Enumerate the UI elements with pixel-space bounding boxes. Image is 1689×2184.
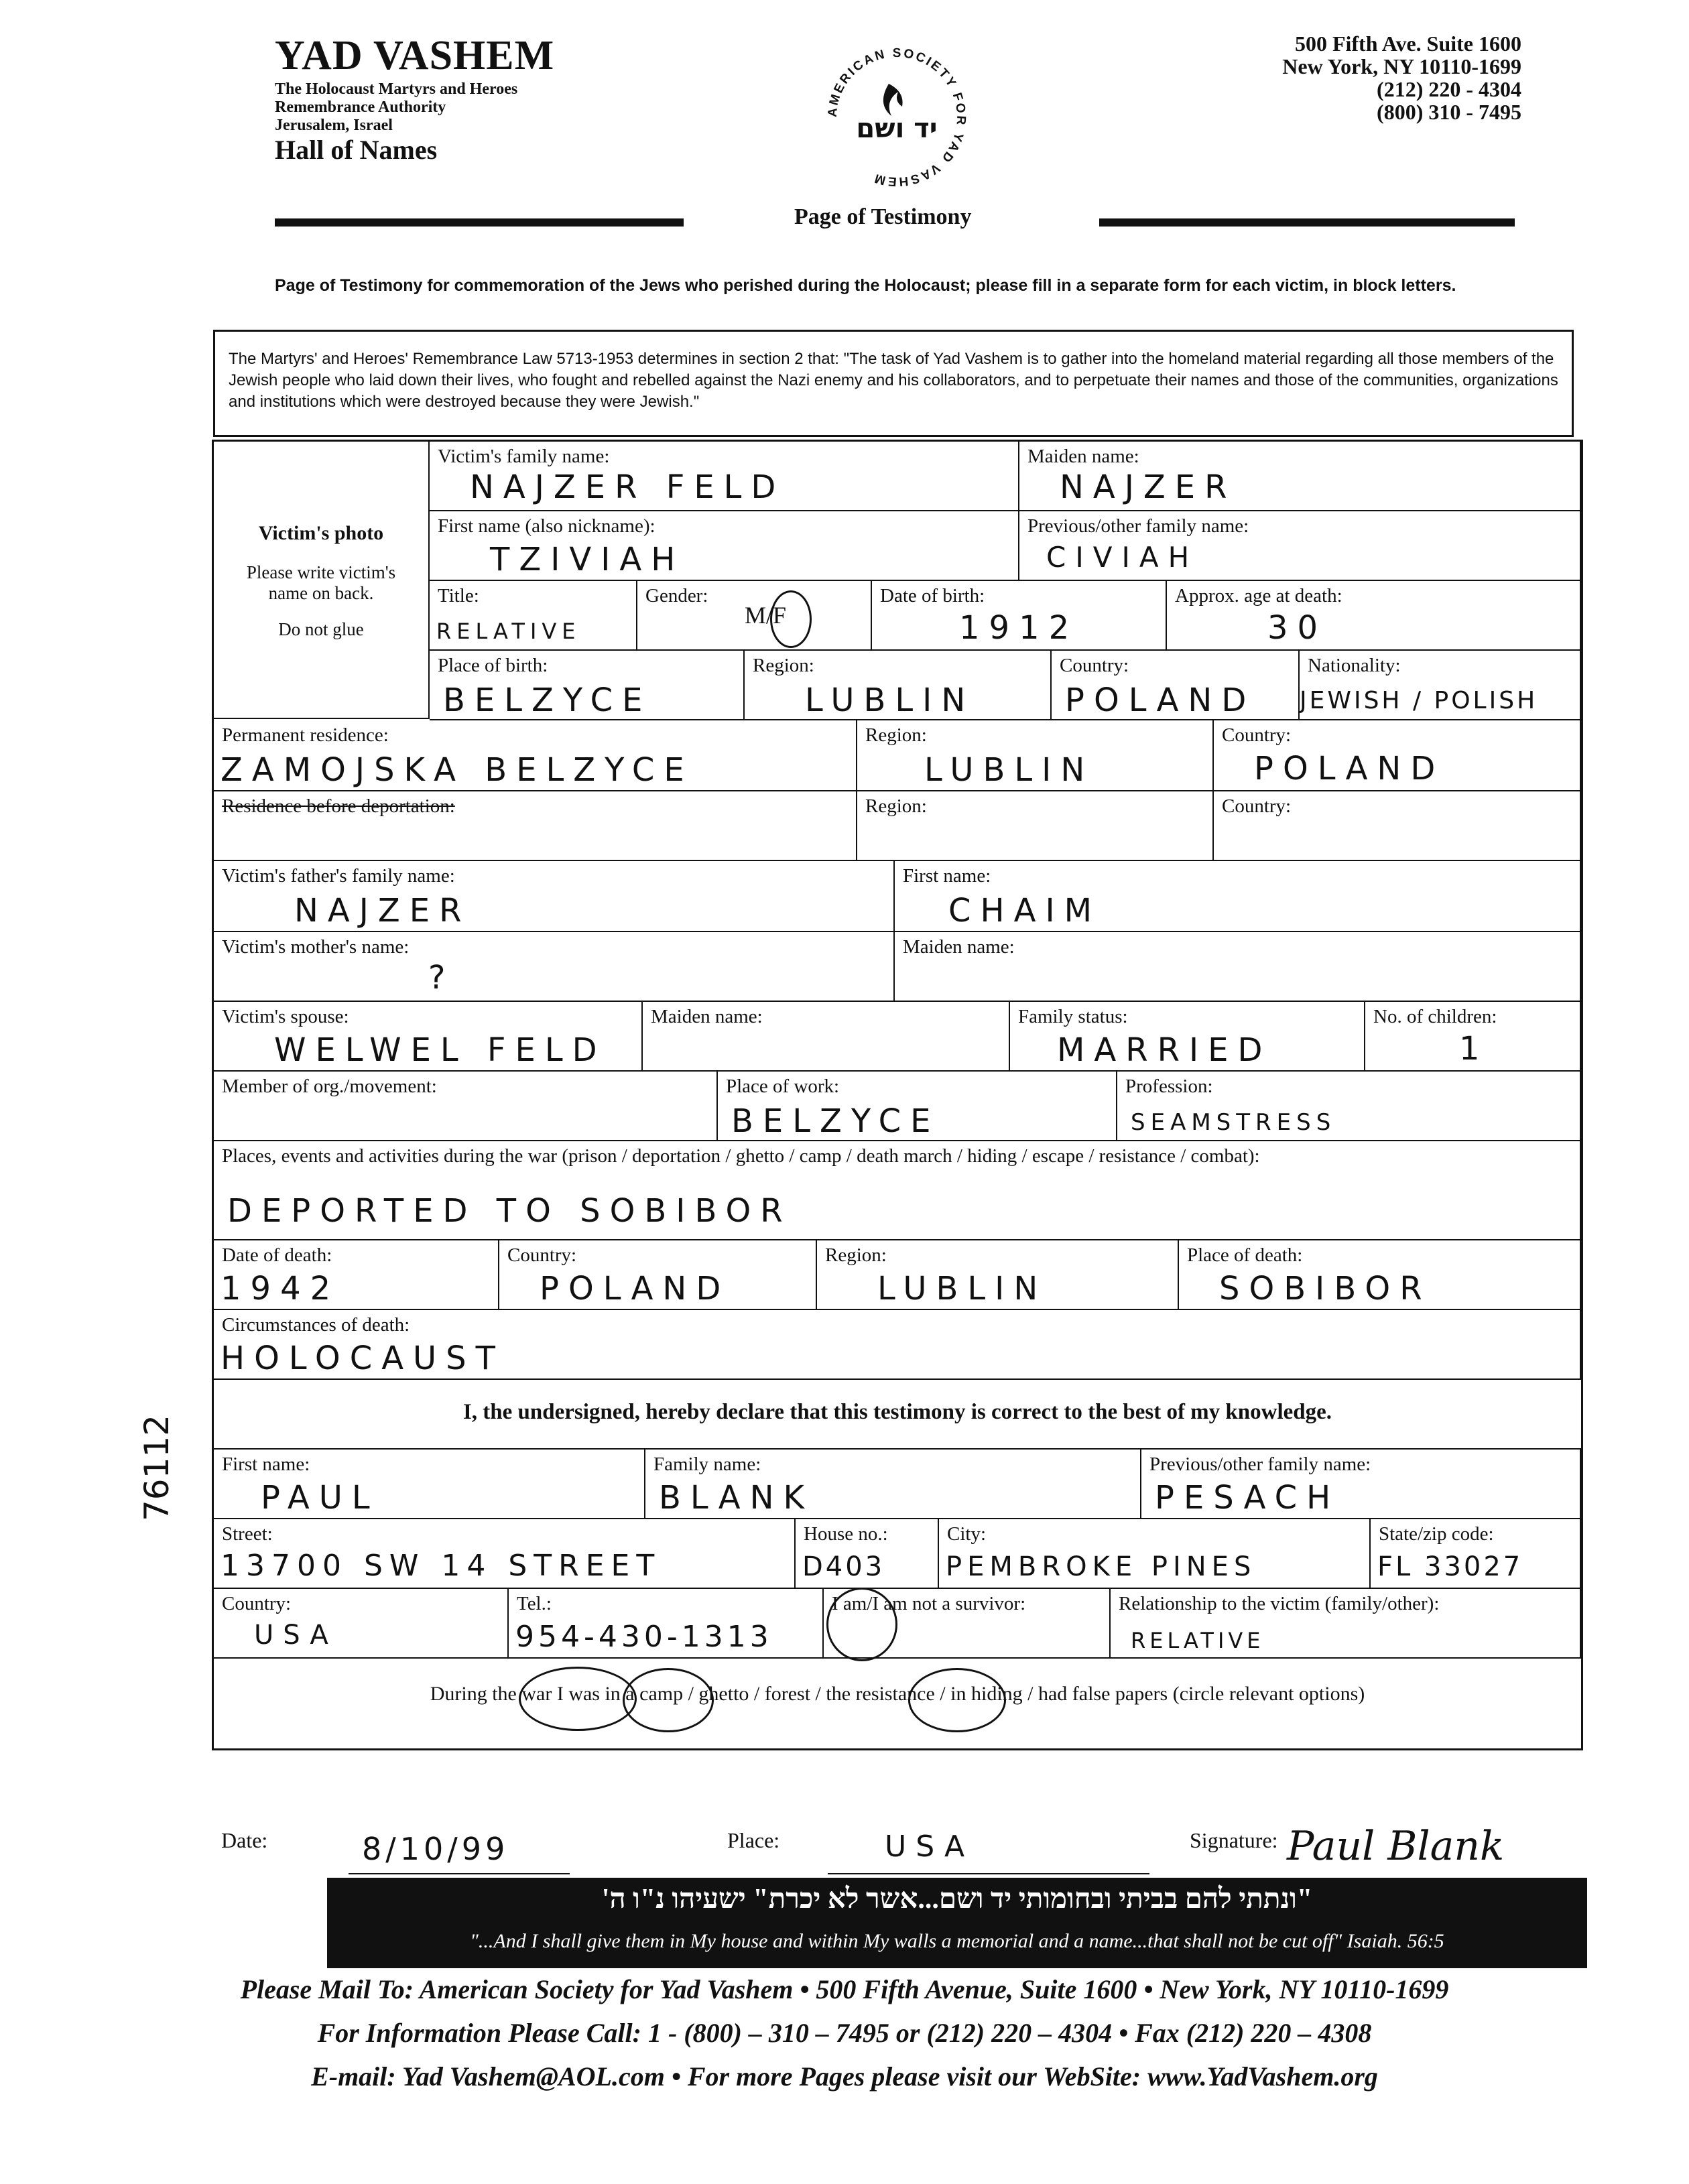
place-value[interactable]: USA [885, 1829, 975, 1864]
gender-circle [770, 590, 812, 648]
field-label: Family name: [653, 1454, 761, 1475]
residence-country-field[interactable] [1214, 720, 1581, 791]
field-label: Tel.: [517, 1593, 552, 1614]
photo-area [214, 442, 430, 719]
intro-text: Page of Testimony for commemoration of the Jews who perished during the Holocaust; please fill in a separate form for each victim, in block letters. [275, 276, 1456, 295]
children-field[interactable] [1365, 1002, 1581, 1072]
address-line: 500 Fifth Ave. Suite 1600 [1294, 31, 1521, 56]
place-of-work-field[interactable] [718, 1072, 1117, 1141]
field-value: ? [428, 959, 455, 997]
field-value: PAUL [261, 1479, 379, 1517]
spouse-field[interactable] [214, 1002, 643, 1072]
field-label: House no.: [804, 1523, 888, 1545]
date-line [349, 1873, 570, 1874]
field-value: D403 [802, 1551, 885, 1582]
org-name: YAD VASHEM [275, 33, 555, 78]
survivor-circle [826, 1588, 897, 1661]
field-value: LUBLIN [805, 682, 975, 719]
maiden-name-field[interactable] [1019, 442, 1581, 511]
quote-banner [327, 1878, 1587, 1968]
logo-hebrew: יד ושם [856, 113, 938, 144]
field-value: ZAMOJSKA BELZYCE [221, 751, 694, 789]
residence-before-field[interactable] [214, 791, 857, 861]
field-label: Nationality: [1308, 655, 1401, 676]
field-label: Region: [865, 724, 927, 746]
org-membership-field[interactable] [214, 1072, 718, 1141]
field-value: SOBIBOR [1219, 1270, 1432, 1307]
war-activities-field[interactable] [214, 1141, 1581, 1240]
field-value: DEPORTED TO SOBIBOR [227, 1192, 792, 1230]
residence-before-region-field[interactable] [857, 791, 1214, 861]
stamp-number: 76112 [137, 1414, 176, 1521]
footer-email: E-mail: Yad Vashem@AOL.com • For more Pages please visit our WebSite: www.YadVashem.org [311, 2061, 1378, 2092]
house-number-field[interactable] [796, 1519, 939, 1589]
flame-icon [883, 84, 903, 116]
org-subtitle-line: The Holocaust Martyrs and Heroes [275, 80, 518, 98]
field-value: PESACH [1155, 1479, 1340, 1517]
field-label: Date of death: [222, 1244, 332, 1266]
field-label: Circumstances of death: [222, 1314, 410, 1336]
photo-glue-note: Do not glue [278, 619, 364, 639]
society-logo [816, 37, 977, 198]
field-label: Permanent residence: [222, 724, 389, 746]
age-at-death-field[interactable] [1167, 581, 1581, 651]
telephone-field[interactable] [509, 1589, 824, 1659]
field-label: Region: [865, 795, 927, 817]
field-value: 954-430-1313 [515, 1620, 773, 1654]
photo-title: Victim's photo [258, 522, 384, 544]
field-value: RELATIVE [1131, 1628, 1265, 1653]
field-label: Region: [753, 655, 814, 676]
residence-region-field[interactable] [857, 720, 1214, 791]
field-label: Date of birth: [880, 585, 985, 606]
field-value: 1 [1459, 1030, 1489, 1068]
field-value: 1912 [959, 609, 1079, 647]
law-text: The Martyrs' and Heroes' Remembrance Law 5713-1953 determines in section 2 that: "The task of Yad Vashem is to gather into the homeland material regarding all those members of the Jewish people who laid down their lives, who fought and rebelled against the Nazi enemy and his collaborators, and to perpetuate their names and those of the communities, organizations and institutions which were destroyed because they were Jewish." [213, 330, 1574, 437]
field-label: State/zip code: [1379, 1523, 1494, 1545]
field-value: MARRIED [1057, 1031, 1272, 1069]
field-value: BELZYCE [731, 1102, 940, 1140]
date-label: Date: [221, 1828, 268, 1852]
field-label: First name (also nickname): [438, 515, 655, 537]
field-label: Country: [1222, 724, 1292, 746]
field-value: FL 33027 [1377, 1551, 1523, 1582]
field-label: Member of org./movement: [222, 1076, 437, 1097]
family-status-field[interactable] [1010, 1002, 1365, 1072]
declaration-text: I, the undersigned, hereby declare that this testimony is correct to the best of my knowledge. [462, 1400, 1332, 1424]
street-field[interactable] [214, 1519, 796, 1589]
header-rule-left [275, 218, 684, 227]
contact-address [1282, 32, 1521, 123]
place-label: Place: [727, 1828, 780, 1852]
signature-value[interactable]: Paul Blank [1287, 1823, 1505, 1870]
birth-region-field[interactable] [745, 651, 1052, 720]
field-label: Profession: [1125, 1076, 1213, 1097]
title-field[interactable] [430, 581, 637, 651]
spouse-maiden-name-field[interactable] [643, 1002, 1010, 1072]
field-value: POLAND [1254, 750, 1445, 787]
survivor-status-field[interactable] [824, 1589, 1111, 1659]
field-label: Victim's family name: [438, 446, 610, 467]
gender-options: M/F [745, 602, 787, 629]
field-label: Victim's father's family name: [222, 865, 455, 887]
field-label: Country: [1222, 795, 1292, 817]
first-name-field[interactable] [430, 511, 1019, 581]
field-value: HOLOCAUST [221, 1340, 505, 1377]
gender-field[interactable] [637, 581, 872, 651]
field-value: USA [254, 1620, 338, 1651]
field-label: Place of work: [726, 1076, 840, 1097]
submitter-previous-name-field[interactable] [1141, 1450, 1581, 1519]
field-value: 30 [1267, 609, 1328, 647]
field-value: LUBLIN [877, 1270, 1048, 1307]
field-value: RELATIVE [436, 619, 581, 644]
field-label: Approx. age at death: [1175, 585, 1342, 606]
field-value: NAJZER [1060, 468, 1237, 506]
field-value: 13700 SW 14 STREET [221, 1549, 662, 1583]
family-name-field[interactable] [430, 442, 1019, 511]
field-value: TZIVIAH [490, 541, 685, 578]
residence-field[interactable] [214, 720, 857, 791]
logo-ring-text: AMERICAN SOCIETY FOR YAD VASHEM [825, 46, 968, 189]
header-rule-right [1099, 218, 1515, 227]
field-label: Places, events and activities during the war (prison / deportation / ghetto / camp / death march / hiding / escape / resistance / combat): [222, 1145, 1260, 1167]
hebrew-quote: "ונתתי להם בביתי ובחומותי יד ושם...אשר לא יכרת" ישעיהו נ"ו ה' [601, 1884, 1313, 1915]
mother-name-field[interactable] [214, 932, 895, 1002]
field-value: LUBLIN [924, 751, 1094, 789]
field-label: Title: [438, 585, 479, 606]
death-region-field[interactable] [817, 1240, 1179, 1310]
field-label: First name: [222, 1454, 310, 1475]
field-label: Country: [1060, 655, 1129, 676]
father-family-name-field[interactable] [214, 861, 895, 932]
field-label: Street: [222, 1523, 273, 1545]
field-label: Maiden name: [651, 1006, 763, 1027]
date-of-birth-field[interactable] [872, 581, 1167, 651]
org-subtitle-line: Jerusalem, Israel [275, 117, 393, 134]
circumstances-field[interactable] [214, 1310, 1581, 1380]
footer-phone: For Information Please Call: 1 - (800) – 310 – 7495 or (212) 220 – 4304 • Fax (212) 220 – 4308 [317, 2018, 1372, 2048]
field-value: PEMBROKE PINES [946, 1551, 1257, 1582]
field-label: Family status: [1018, 1006, 1128, 1027]
field-label: Place of birth: [438, 655, 548, 676]
org-subtitle-line: Remembrance Authority [275, 99, 446, 116]
signature-label: Signature: [1190, 1828, 1278, 1852]
father-first-name-field[interactable] [895, 861, 1581, 932]
field-label: First name: [903, 865, 991, 887]
field-label: Country: [222, 1593, 292, 1614]
date-value[interactable]: 8/10/99 [362, 1831, 509, 1867]
birth-country-field[interactable] [1052, 651, 1300, 720]
previous-name-field[interactable] [1019, 511, 1581, 581]
field-value: POLAND [1065, 682, 1256, 719]
field-value: JEWISH / POLISH [1300, 687, 1538, 714]
address-line: New York, NY 10110-1699 [1282, 54, 1521, 78]
field-value: CHAIM [948, 892, 1102, 929]
field-value: NAJZER [294, 892, 471, 929]
field-label: I am/I am not a survivor: [832, 1593, 1026, 1614]
field-value: WELWEL FELD [274, 1031, 607, 1069]
mother-maiden-name-field[interactable] [895, 932, 1581, 1002]
field-label: Victim's spouse: [222, 1006, 349, 1027]
relationship-field[interactable] [1111, 1589, 1581, 1659]
testimony-form [212, 440, 1583, 1750]
field-label: Gender: [645, 585, 708, 606]
field-value: BLANK [659, 1479, 814, 1517]
field-label: Country: [507, 1244, 577, 1266]
state-zip-field[interactable] [1371, 1519, 1581, 1589]
field-label: Maiden name: [903, 936, 1015, 958]
field-label: Place of death: [1187, 1244, 1303, 1266]
war-experience-row[interactable] [214, 1659, 1581, 1746]
place-of-death-field[interactable] [1179, 1240, 1581, 1310]
field-value: POLAND [540, 1270, 731, 1307]
field-value: NAJZER FELD [470, 468, 786, 506]
field-label: Previous/other family name: [1149, 1454, 1371, 1475]
photo-note: Please write victim's name on back. [246, 562, 396, 603]
birth-place-field[interactable] [430, 651, 745, 720]
war-options-text: During the war I was in a camp / ghetto / forest / the resistance / in hiding / had false papers (circle relevant options) [430, 1683, 1365, 1705]
phone-line: (212) 220 - 4304 [1377, 77, 1521, 101]
death-country-field[interactable] [499, 1240, 817, 1310]
field-value: BELZYCE [443, 682, 652, 719]
camp-circle [519, 1667, 637, 1731]
field-label: No. of children: [1373, 1006, 1497, 1027]
field-label: City: [947, 1523, 987, 1545]
field-value: 1942 [221, 1270, 340, 1307]
date-of-death-field[interactable] [214, 1240, 499, 1310]
place-line [828, 1873, 1149, 1874]
submitter-country-field[interactable] [214, 1589, 509, 1659]
hall-of-names: Hall of Names [275, 135, 438, 165]
field-value: SEAMSTRESS [1131, 1109, 1336, 1136]
english-quote: "...And I shall give them in My house and within My walls a memorial and a name...that shall not be cut off" Isaiah. 56:5 [470, 1930, 1444, 1952]
nationality-field[interactable] [1300, 651, 1581, 720]
phone-line: (800) 310 - 7495 [1377, 100, 1521, 124]
field-label: Victim's mother's name: [222, 936, 410, 958]
field-label: Maiden name: [1027, 446, 1139, 467]
field-label: Residence before deportation: [222, 795, 455, 817]
field-value: CIVIAH [1046, 541, 1199, 574]
profession-field[interactable] [1117, 1072, 1581, 1141]
page-title: Page of Testimony [794, 204, 972, 229]
org-subtitle [275, 80, 517, 135]
declaration-row [214, 1380, 1581, 1450]
field-label: Region: [825, 1244, 887, 1266]
submitter-family-name-field[interactable] [645, 1450, 1141, 1519]
ghetto-circle [623, 1668, 714, 1732]
residence-before-country-field[interactable] [1214, 791, 1581, 861]
hiding-circle [908, 1668, 1006, 1732]
city-field[interactable] [939, 1519, 1371, 1589]
footer-mail: Please Mail To: American Society for Yad Vashem • 500 Fifth Avenue, Suite 1600 • New York, NY 10110-1699 [240, 1974, 1449, 2004]
field-label: Relationship to the victim (family/other): [1119, 1593, 1440, 1614]
submitter-first-name-field[interactable] [214, 1450, 645, 1519]
field-label: Previous/other family name: [1027, 515, 1249, 537]
